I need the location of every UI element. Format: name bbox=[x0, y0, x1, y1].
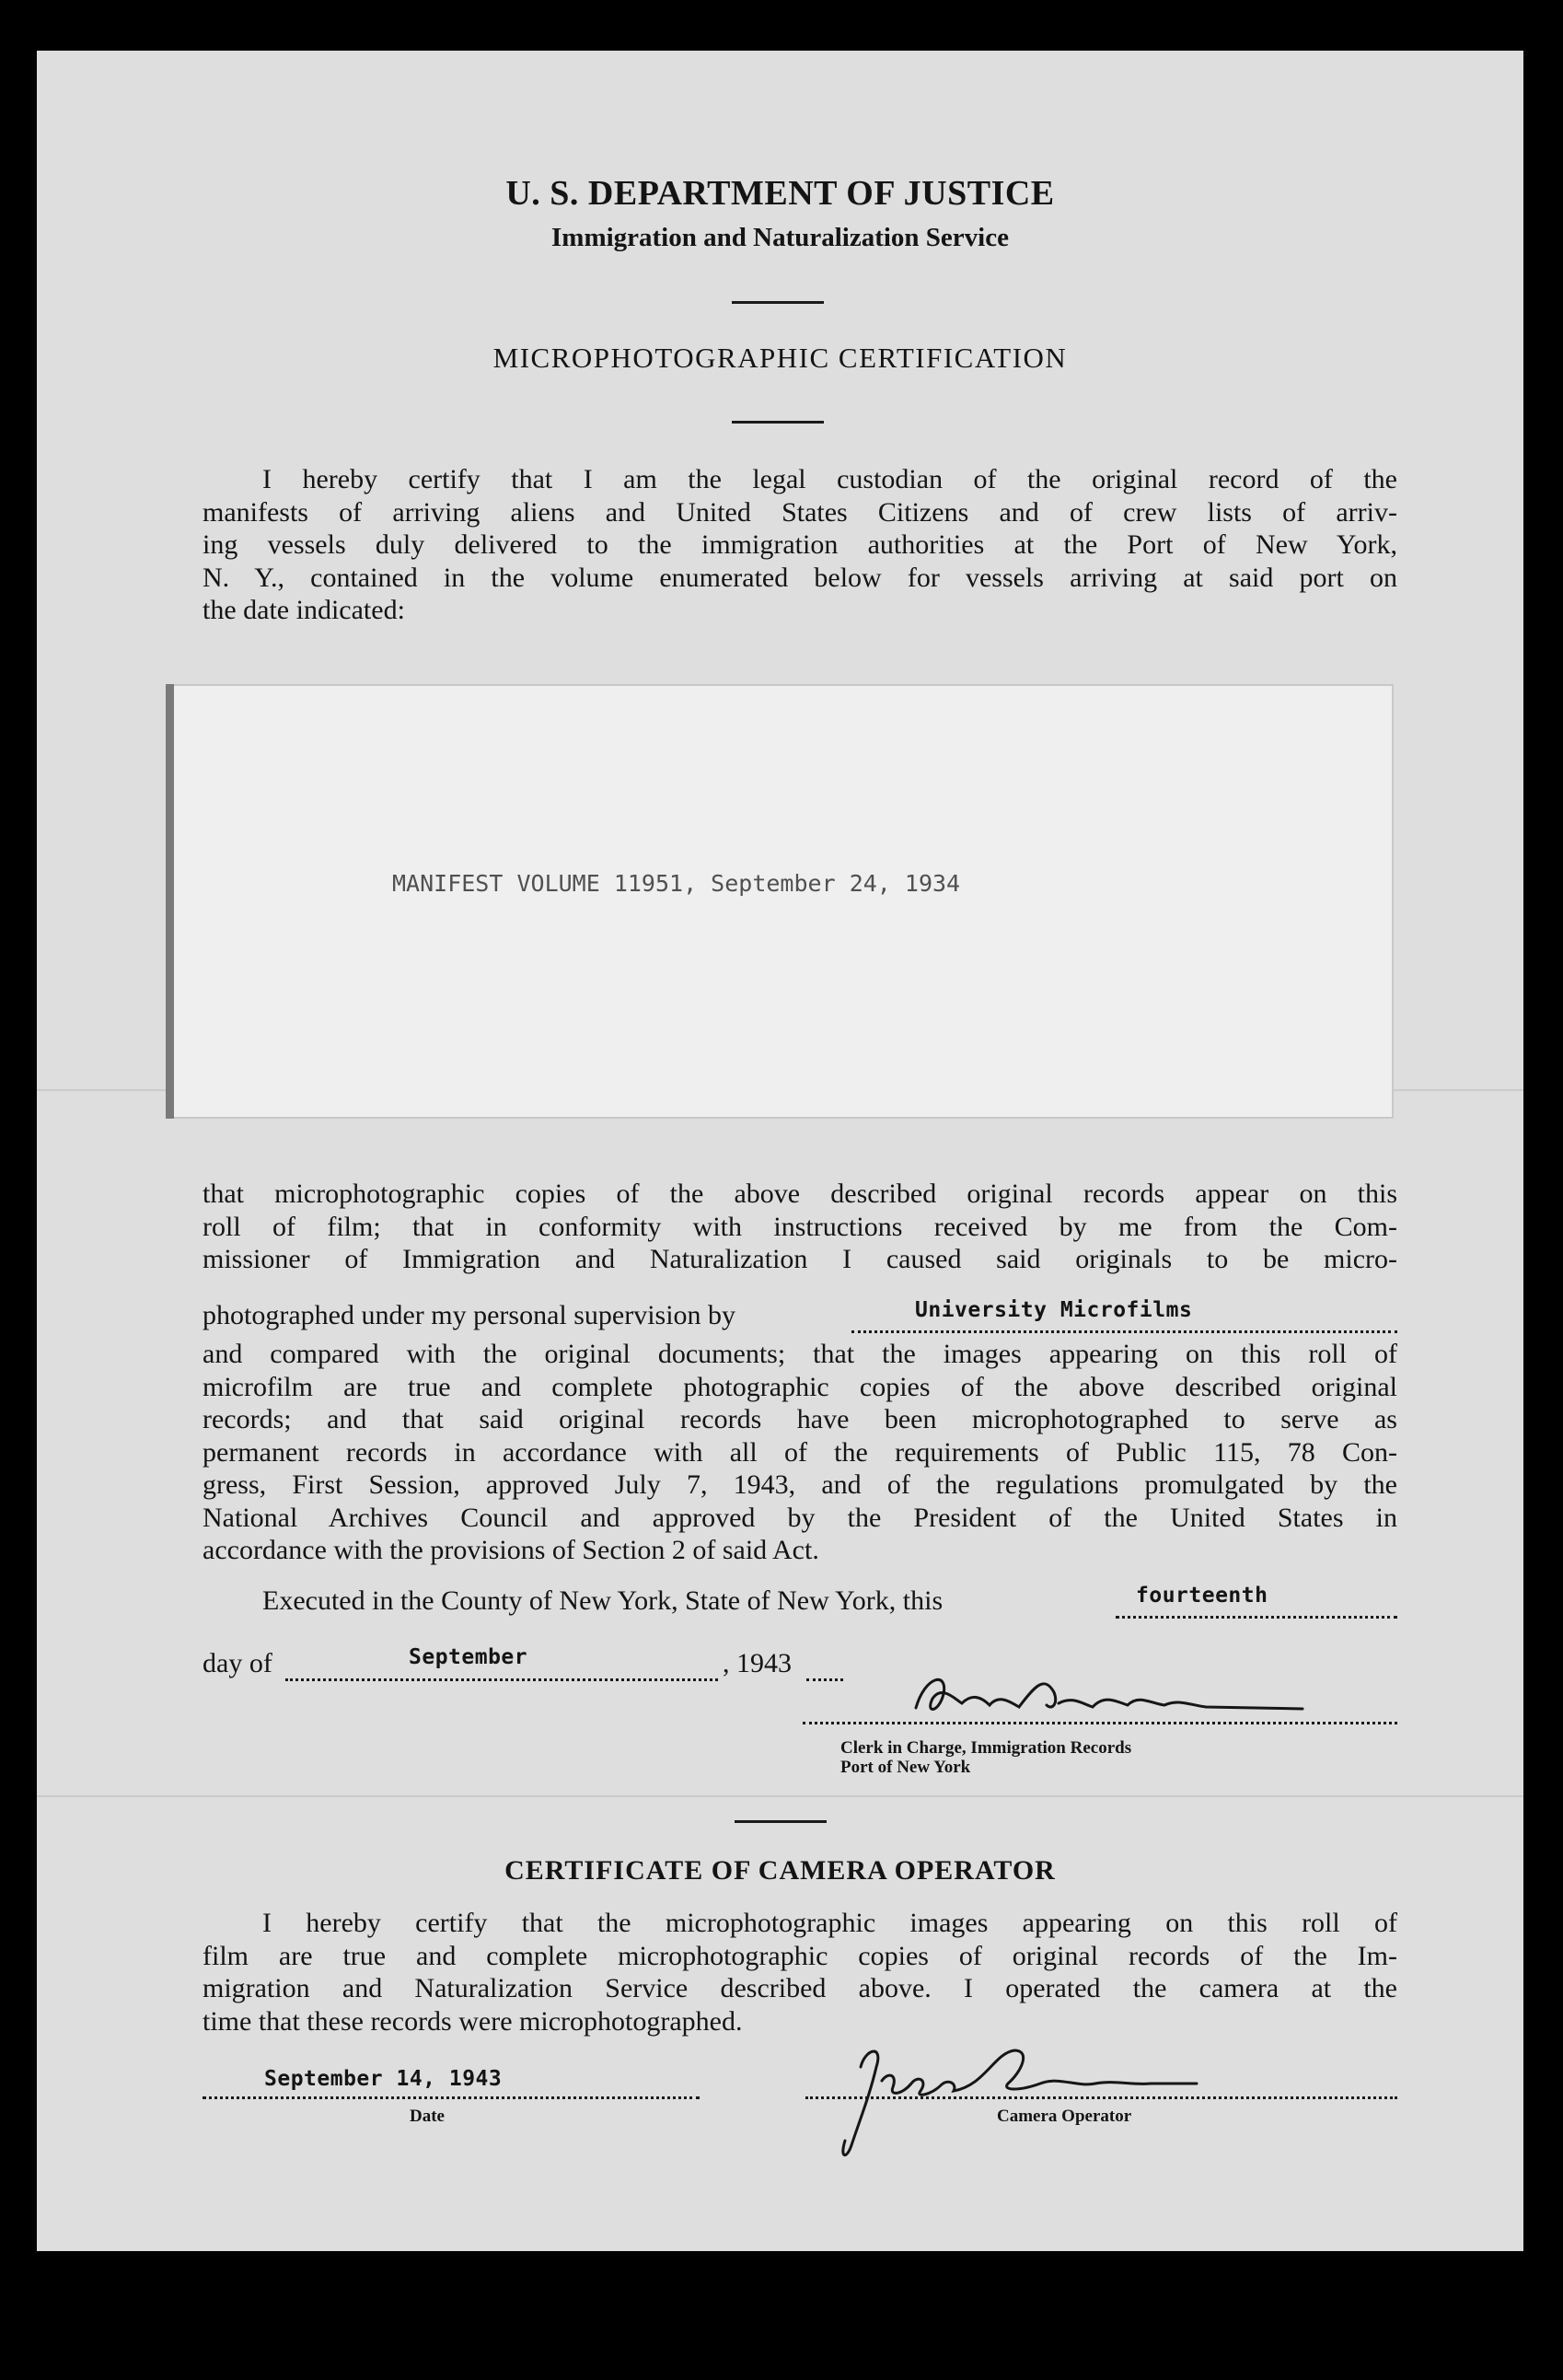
day-fill-dots bbox=[1116, 1616, 1397, 1619]
body-line: National Archives Council and approved by the President of the United States in bbox=[203, 1502, 1397, 1533]
manifest-volume-text: MANIFEST VOLUME 11951, September 24, 1934 bbox=[392, 870, 961, 897]
certificate-page bbox=[37, 51, 1523, 2251]
body-line: accordance with the provisions of Section 2 of said Act. bbox=[203, 1535, 819, 1565]
intro-line: ing vessels duly delivered to the immigration authorities at the Port of New York, bbox=[203, 529, 1397, 560]
supervision-value: University Microfilms bbox=[915, 1298, 1193, 1322]
body-line: that microphotographic copies of the above described original records appear on this bbox=[203, 1178, 1397, 1209]
service-subtitle: Immigration and Naturalization Service bbox=[551, 223, 1009, 252]
operator-line: film are true and complete microphotographic copies of original records of the Im- bbox=[203, 1940, 1397, 1971]
camera-operator-label: Camera Operator bbox=[997, 2107, 1132, 2126]
intro-line: the date indicated: bbox=[203, 595, 405, 625]
fold-line bbox=[37, 1795, 1523, 1797]
body-line: records; and that said original records have been microphotographed to serve as bbox=[203, 1404, 1397, 1434]
camera-operator-paragraph bbox=[203, 1907, 1397, 2038]
date-fill-dots bbox=[203, 2096, 700, 2099]
body-line: and compared with the original documents; that the images appearing on this roll of bbox=[203, 1339, 1397, 1369]
operator-line: time that these records were microphotographed. bbox=[203, 2005, 743, 2037]
certification-title: MICROPHOTOGRAPHIC CERTIFICATION bbox=[492, 342, 1068, 374]
intro-line: manifests of arriving aliens and United States Citizens and of crew lists of arriv- bbox=[203, 496, 1397, 528]
manifest-volume-card bbox=[166, 684, 1394, 1119]
date-label: Date bbox=[410, 2107, 445, 2126]
intro-line: I hereby certify that I am the legal custodian of the original record of the bbox=[262, 464, 1397, 494]
executed-text: Executed in the County of New York, State of New York, this bbox=[262, 1585, 944, 1616]
body-line: missioner of Immigration and Naturalization I caused said originals to be micro- bbox=[203, 1244, 1397, 1274]
year-label bbox=[723, 1648, 792, 1679]
intro-line: N. Y., contained in the volume enumerated below for vessels arriving at said port on bbox=[203, 562, 1397, 593]
month-value: September bbox=[409, 1645, 528, 1669]
operator-line: I hereby certify that the microphotographic images appearing on this roll of bbox=[262, 1908, 1397, 1938]
day-value: fourteenth bbox=[1136, 1584, 1268, 1608]
clerk-signature bbox=[897, 1657, 1321, 1731]
clerk-title bbox=[840, 1738, 1131, 1777]
camera-operator-signature bbox=[773, 2030, 1215, 2177]
divider bbox=[732, 421, 824, 424]
camera-operator-title: CERTIFICATE OF CAMERA OPERATOR bbox=[504, 1855, 1056, 1886]
body-line: roll of film; that in conformity with instructions received by me from the Com- bbox=[203, 1211, 1397, 1242]
body-line: microfilm are true and complete photographic copies of the above described original bbox=[203, 1371, 1397, 1402]
body-paragraph bbox=[203, 1338, 1397, 1567]
month-fill-dots bbox=[285, 1678, 718, 1681]
divider bbox=[732, 301, 824, 304]
divider bbox=[735, 1820, 827, 1823]
body-paragraph bbox=[203, 1178, 1397, 1276]
clerk-title-line2: Port of New York bbox=[840, 1758, 971, 1777]
body-line: permanent records in accordance with all of the requirements of Public 115, 78 Con- bbox=[203, 1436, 1397, 1468]
operator-line: migration and Naturalization Service described above. I operated the camera at the bbox=[203, 1973, 1397, 2003]
supervision-fill-dots bbox=[851, 1330, 1397, 1333]
year-prefix: , 194 bbox=[723, 1648, 778, 1678]
body-line: gress, First Session, approved July 7, 1943, and of the regulations promulgated by the bbox=[203, 1469, 1397, 1500]
day-of-label: day of bbox=[203, 1648, 272, 1678]
year-fill-dots bbox=[806, 1678, 843, 1681]
intro-paragraph bbox=[203, 463, 1397, 627]
clerk-title-line1: Clerk in Charge, Immigration Records bbox=[840, 1738, 1132, 1758]
department-title: U. S. DEPARTMENT OF JUSTICE bbox=[505, 174, 1055, 213]
year-digit: 3 bbox=[778, 1648, 792, 1678]
supervision-prefix: photographed under my personal supervision by bbox=[203, 1300, 736, 1330]
date-value: September 14, 1943 bbox=[264, 2067, 503, 2091]
